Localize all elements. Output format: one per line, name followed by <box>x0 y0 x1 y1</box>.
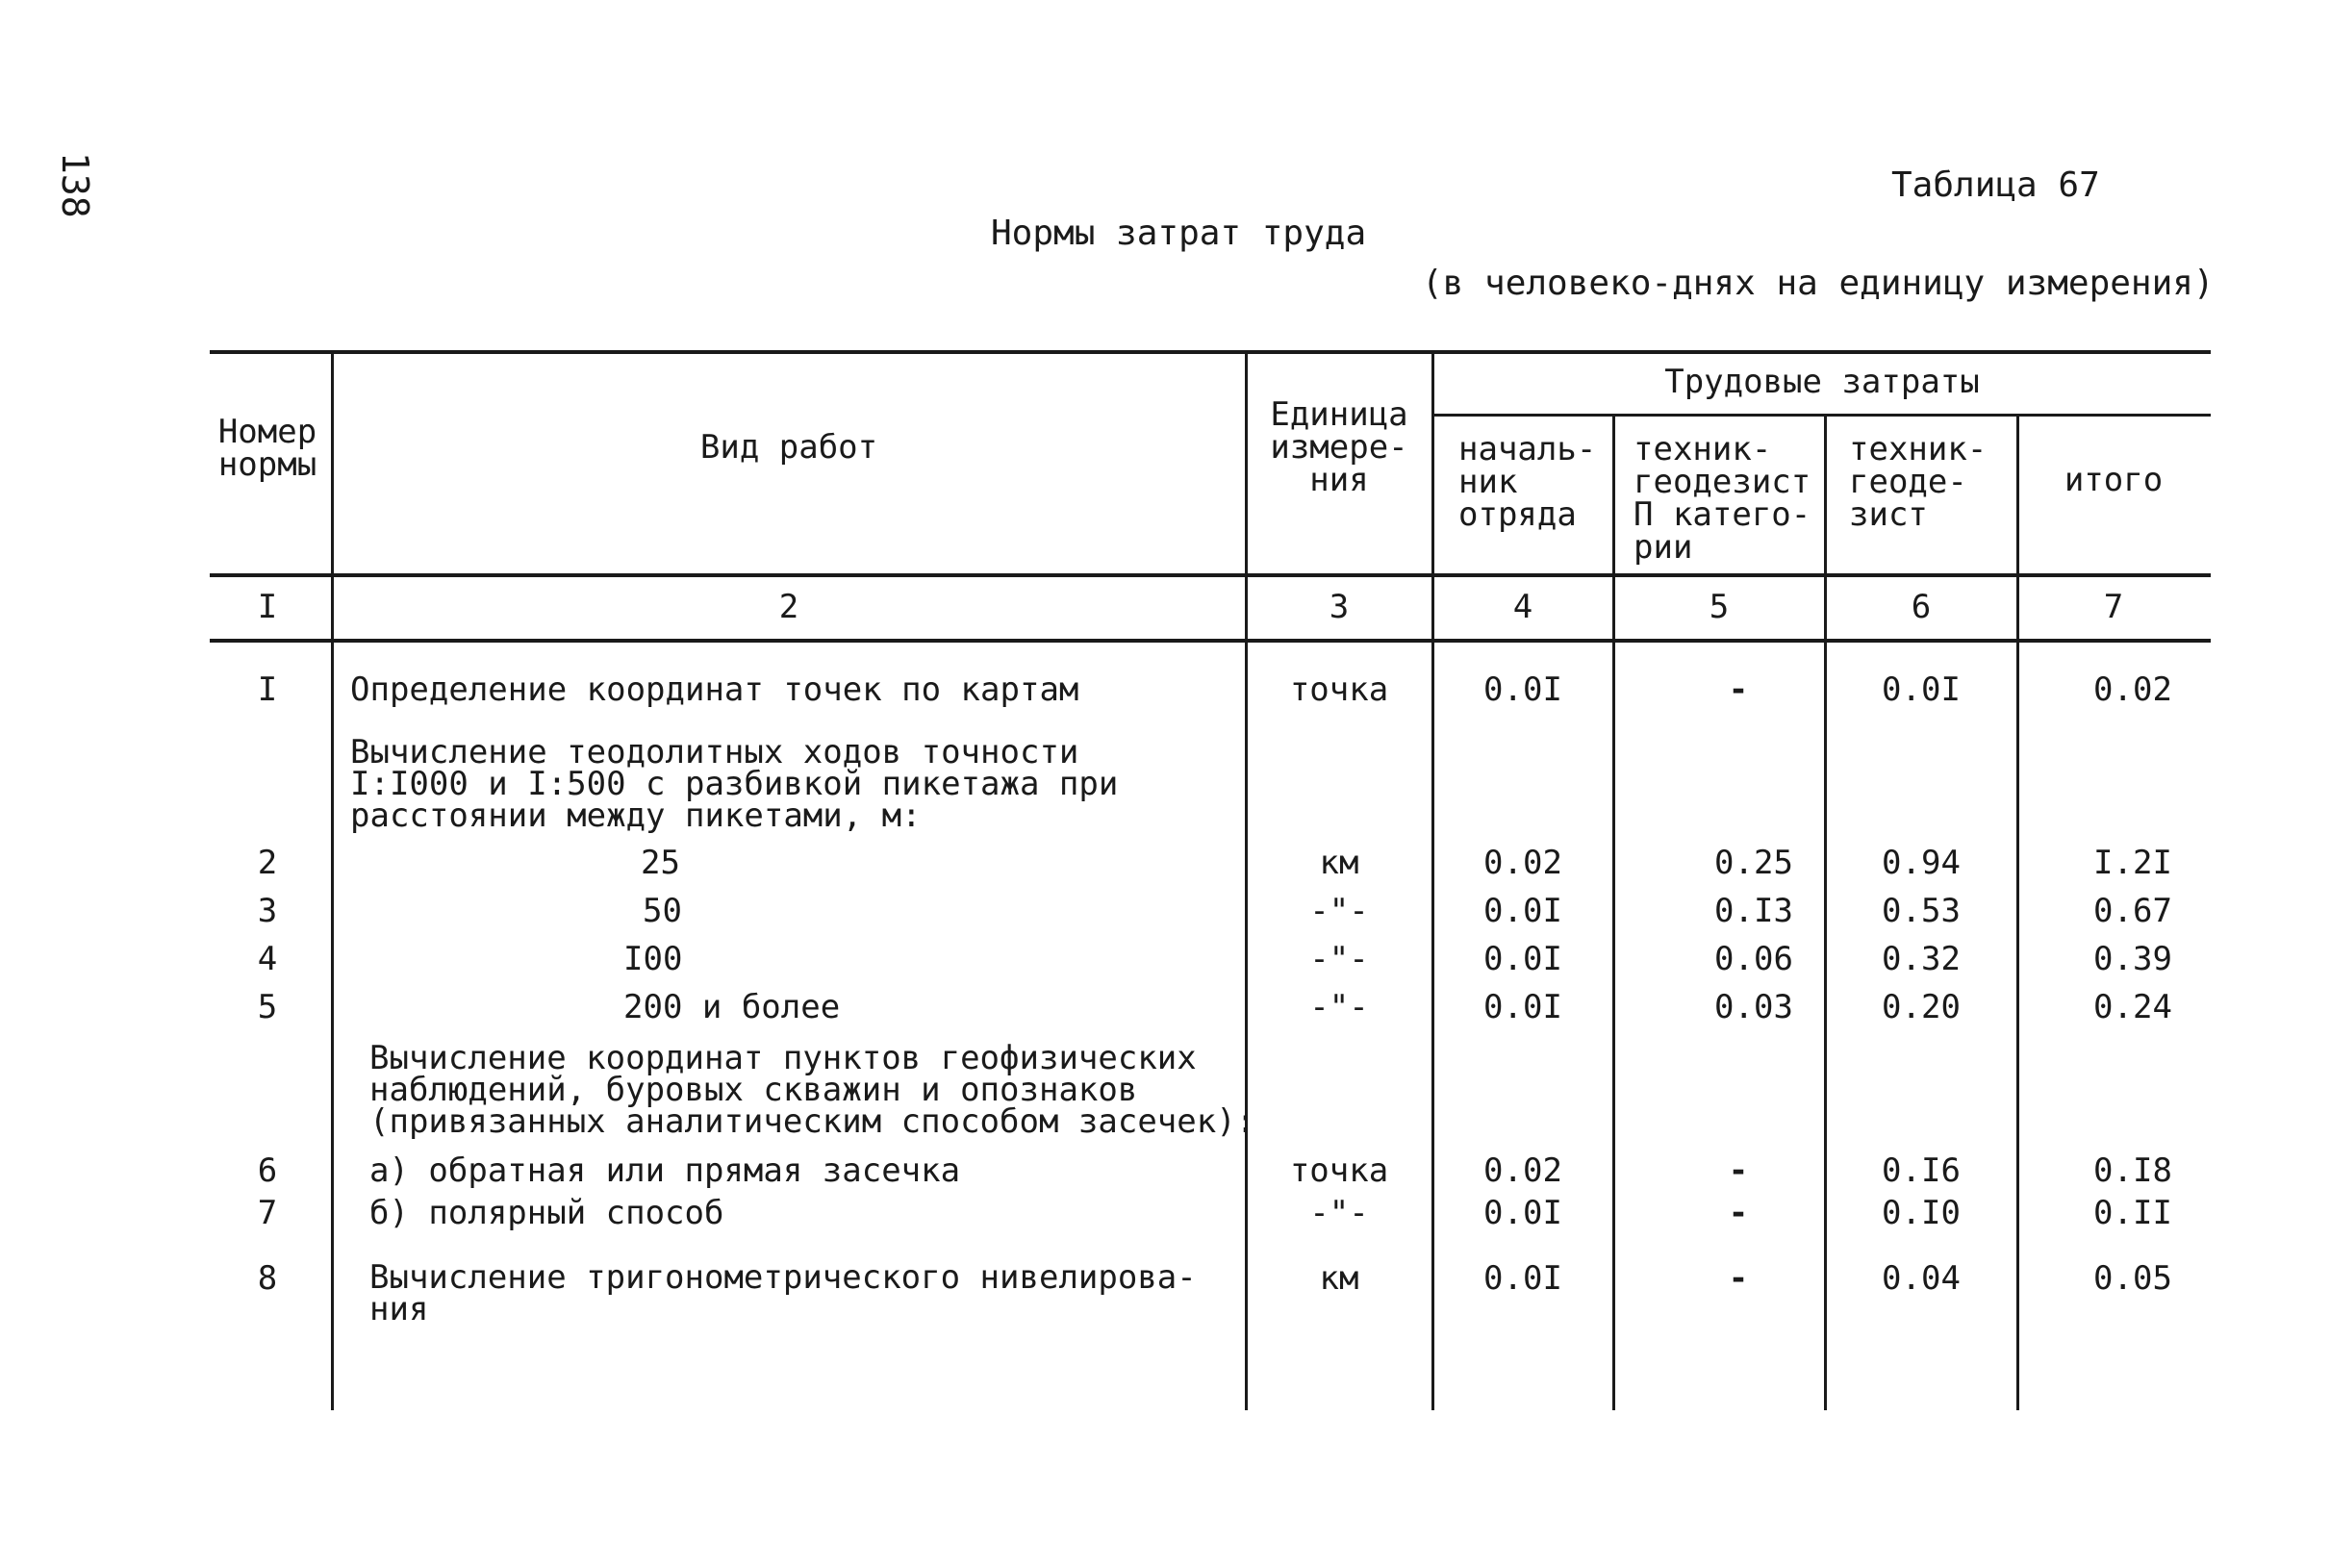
table-label: Таблица 67 <box>1891 165 2100 205</box>
row-5-col5: 0.03 <box>1714 988 1793 1026</box>
row-7-col7: 0.II <box>2093 1194 2172 1232</box>
page-subtitle: (в человеко-днях на единицу измерения) <box>1422 264 2215 303</box>
header-col4: началь- ник отряда <box>1458 430 1597 534</box>
row-1-number: I <box>257 670 278 709</box>
row-8-unit: км <box>1319 1259 1359 1298</box>
row-1-col4: 0.0I <box>1483 670 1562 709</box>
row-6-col5: - <box>1728 1151 1749 1190</box>
row-2-col7: I.2I <box>2093 844 2172 882</box>
row-5-unit: -"- <box>1309 988 1369 1026</box>
header-work-type: Вид работ <box>699 428 878 467</box>
header-norm-number: Номер нормы <box>217 413 317 484</box>
row-7-number: 7 <box>257 1194 278 1232</box>
row-6-number: 6 <box>257 1151 278 1190</box>
column-divider-1 <box>331 352 334 1410</box>
table-top-rule <box>210 350 2211 354</box>
row-7-col5: - <box>1728 1194 1749 1232</box>
column-number-4: 4 <box>1512 588 1533 626</box>
row-8-col5: - <box>1728 1259 1749 1298</box>
header-unit: Единица измере- ния <box>1270 395 1408 499</box>
row-3-col5: 0.I3 <box>1714 892 1793 930</box>
header-labor-costs: Трудовые затраты <box>1664 363 1980 401</box>
row-8-number: 8 <box>257 1259 278 1298</box>
header-bottom-rule <box>210 573 2211 577</box>
row-4-col6: 0.32 <box>1882 940 1961 978</box>
row-8-col6: 0.04 <box>1882 1259 1961 1298</box>
column-numbers-bottom-rule <box>210 639 2211 643</box>
row-1-col5: - <box>1728 670 1749 709</box>
row-5-col6: 0.20 <box>1882 988 1961 1026</box>
row-3-unit: -"- <box>1309 892 1369 930</box>
row-3-number: 3 <box>257 892 278 930</box>
section-heading-theodolite: Вычисление теодолитных ходов точности I:I000 и I:500 с разбивкой пикетажа при расстоянии между пикетами, м: <box>350 733 1119 835</box>
header-col5: техник- геодезист П катего- рии <box>1634 430 1811 567</box>
row-2-col6: 0.94 <box>1882 844 1961 882</box>
row-6-col4: 0.02 <box>1483 1151 1562 1190</box>
row-4-col4: 0.0I <box>1483 940 1562 978</box>
row-3-col6: 0.53 <box>1882 892 1961 930</box>
row-1-col7: 0.02 <box>2093 670 2172 709</box>
row-8-col4: 0.0I <box>1483 1259 1562 1298</box>
column-divider-2 <box>1245 352 1248 1410</box>
column-divider-4 <box>1612 414 1615 1410</box>
column-number-3: 3 <box>1329 588 1350 626</box>
row-1-unit: точка <box>1289 670 1389 709</box>
column-divider-3 <box>1431 352 1434 1410</box>
row-2-col5: 0.25 <box>1714 844 1793 882</box>
row-3-col4: 0.0I <box>1483 892 1562 930</box>
row-4-col7: 0.39 <box>2093 940 2172 978</box>
column-number-7: 7 <box>2103 588 2124 626</box>
column-number-1: I <box>257 588 278 626</box>
row-2-number: 2 <box>257 844 278 882</box>
row-3-work: 50 <box>643 892 682 930</box>
row-2-work: 25 <box>641 844 680 882</box>
row-6-col6: 0.I6 <box>1882 1151 1961 1190</box>
row-6-unit: точка <box>1289 1151 1389 1190</box>
labor-costs-rule <box>1433 414 2211 417</box>
row-5-number: 5 <box>257 988 278 1026</box>
row-6-work: а) обратная или прямая засечка <box>369 1151 961 1190</box>
page-title: Нормы затрат труда <box>991 214 1367 253</box>
row-1-col6: 0.0I <box>1882 670 1961 709</box>
row-5-col7: 0.24 <box>2093 988 2172 1026</box>
row-4-work: I00 <box>623 940 683 978</box>
page-number: 138 <box>54 152 96 218</box>
row-5-work: 200 и более <box>623 988 841 1026</box>
column-number-2: 2 <box>778 588 799 626</box>
row-7-unit: -"- <box>1309 1194 1369 1232</box>
row-4-col5: 0.06 <box>1714 940 1793 978</box>
section-heading-geophysical: Вычисление координат пунктов геофизических наблюдений, буровых скважин и опознаков (привязанных аналитическим способом засечек): <box>369 1039 1256 1141</box>
row-2-col4: 0.02 <box>1483 844 1562 882</box>
header-col7: итого <box>2064 461 2164 499</box>
header-col6: техник- геоде- зист <box>1849 430 1988 534</box>
column-number-5: 5 <box>1709 588 1730 626</box>
row-8-col7: 0.05 <box>2093 1259 2172 1298</box>
row-2-unit: км <box>1319 844 1359 882</box>
row-6-col7: 0.I8 <box>2093 1151 2172 1190</box>
row-1-work: Определение координат точек по картам <box>350 670 1079 709</box>
row-7-work: б) полярный способ <box>369 1194 724 1232</box>
row-8-work: Вычисление тригонометрического нивелирова- ния <box>369 1258 1197 1328</box>
row-4-unit: -"- <box>1309 940 1369 978</box>
row-5-col4: 0.0I <box>1483 988 1562 1026</box>
column-divider-6 <box>2016 414 2019 1410</box>
row-7-col4: 0.0I <box>1483 1194 1562 1232</box>
column-number-6: 6 <box>1911 588 1932 626</box>
row-4-number: 4 <box>257 940 278 978</box>
row-3-col7: 0.67 <box>2093 892 2172 930</box>
row-7-col6: 0.I0 <box>1882 1194 1961 1232</box>
